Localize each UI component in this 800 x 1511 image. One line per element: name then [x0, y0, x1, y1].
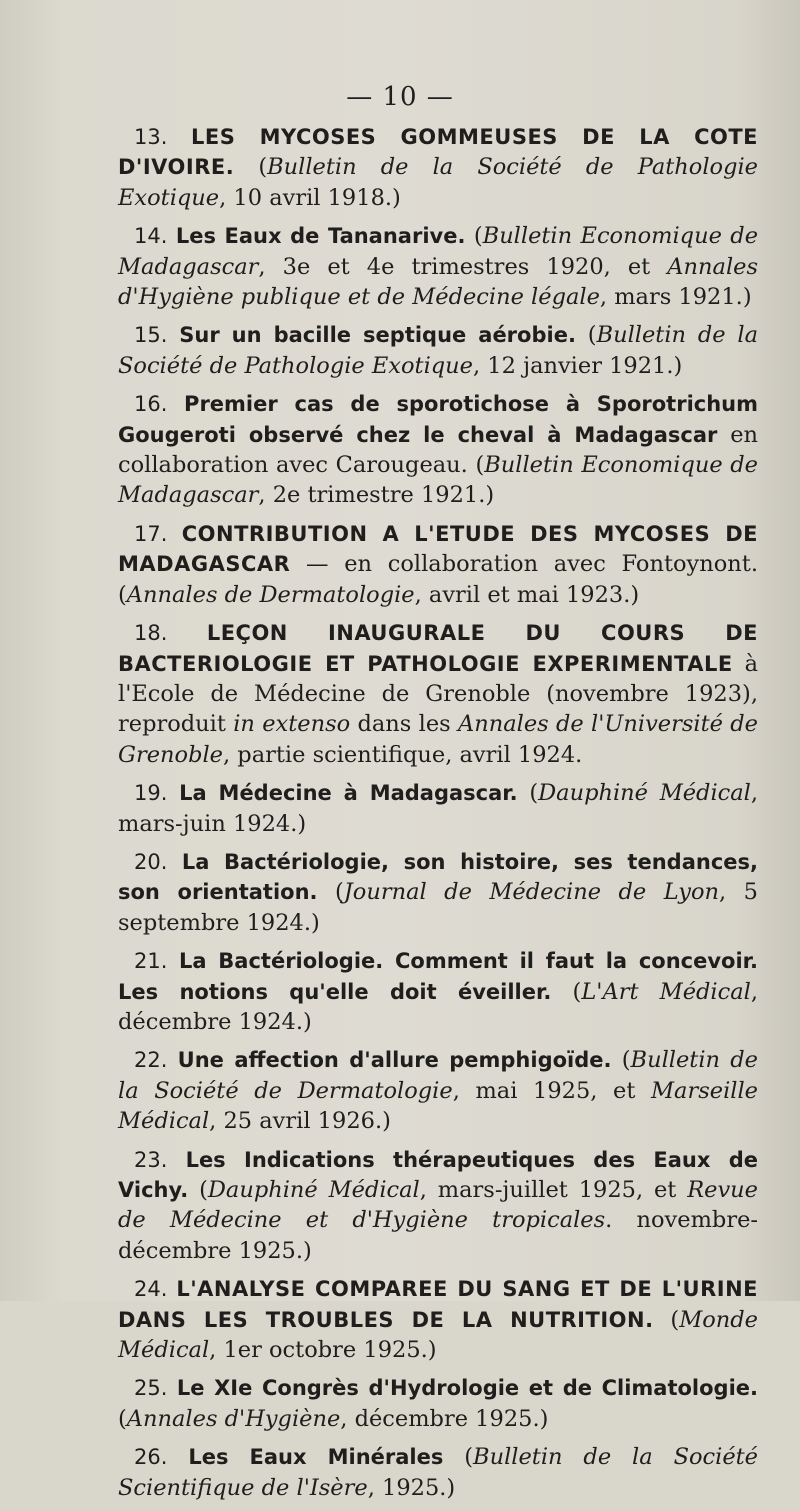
entry-25 — [118, 1373, 758, 1434]
entry-text: , décembre 1925.) — [340, 1405, 549, 1432]
entry-text: — en collaboration avec Fontoynont. ( — [118, 551, 758, 608]
entry-title: LES MYCOSES GOMMEUSES DE LA COTE D'IVOIRE. — [118, 125, 759, 180]
entry-number: 14. — [134, 224, 168, 249]
page-number: — 10 — — [346, 82, 454, 112]
entry-text: ( — [653, 1306, 680, 1333]
entry-text: ( — [611, 1047, 631, 1074]
entry-text: ( — [443, 1444, 474, 1471]
entry-text: dans les — [350, 711, 459, 738]
entry-26 — [118, 1442, 758, 1503]
publication-name: Bulletin de la Société Scientifique de l'Isère — [118, 1444, 758, 1501]
entry-title: La Bactériologie. Comment il faut la concevoir. Les notions qu'elle doit éveiller. — [118, 949, 759, 1004]
entry-title: Les Eaux de Tananarive. — [175, 224, 466, 249]
entry-text: , mars 1921.) — [599, 284, 752, 311]
entry-13 — [118, 122, 758, 213]
publication-name: Revue de Médecine et d'Hygiène tropicales — [118, 1177, 758, 1234]
publication-name: Bulletin Economique de Madagascar — [118, 452, 759, 509]
entry-text: ( — [551, 978, 582, 1005]
entry-title: Une affection d'allure pemphigoïde. — [177, 1048, 612, 1073]
entry-number: 26. — [134, 1445, 168, 1470]
entry-title: La Médecine à Madagascar. — [179, 781, 518, 806]
entry-14 — [118, 221, 758, 312]
entry-22 — [118, 1045, 758, 1136]
publication-name: Annales d'Hygiène — [126, 1405, 341, 1432]
entry-text: en collaboration avec Carougeau. ( — [118, 421, 758, 479]
publication-name: Monde Médical — [118, 1306, 758, 1364]
entry-number: 13. — [134, 125, 168, 149]
publication-name: Dauphiné Médical — [538, 780, 751, 807]
entry-title: Le XIe Congrès d'Hydrologie et de Climatologie. — [176, 1376, 758, 1401]
entry-19 — [118, 778, 758, 839]
entry-17 — [118, 519, 758, 610]
entry-number: 25. — [134, 1376, 168, 1401]
entry-18 — [118, 618, 758, 770]
entry-number: 16. — [134, 392, 168, 417]
entry-text: ( — [234, 154, 268, 181]
publication-name: Bulletin Economique de Madagascar — [118, 223, 759, 280]
entry-text: ( — [465, 223, 483, 250]
entry-title: L'ANALYSE COMPAREE DU SANG ET DE L'URINE DANS LES TROUBLES DE LA NUTRITION. — [118, 1277, 758, 1332]
entry-title: La Bactériologie, son histoire, ses tendances, son orientation. — [118, 849, 758, 905]
entry-text: ( — [188, 1177, 208, 1203]
entry-text: , mars-juillet 1925, et — [419, 1177, 688, 1203]
publication-name: Bulletin de la Société de Dermatologie — [118, 1047, 758, 1104]
entry-text: , 25 avril 1926.) — [209, 1108, 391, 1135]
entry-16 — [118, 389, 758, 511]
publication-name: Dauphiné Médical — [207, 1177, 420, 1203]
publication-name: Annales d'Hygiène publique et de Médecine légale — [118, 253, 758, 311]
entry-text: , 1925.) — [367, 1474, 456, 1501]
entry-number: 19. — [134, 781, 168, 806]
entry-24 — [118, 1274, 758, 1365]
entry-number: 23. — [134, 1147, 168, 1172]
entry-text: , décembre 1924.) — [118, 978, 758, 1035]
entry-title: Les Eaux Minérales — [188, 1445, 444, 1470]
entry-text: . novembre-décembre 1925.) — [118, 1207, 758, 1264]
publication-name: Marseille Médical — [118, 1077, 758, 1135]
entry-text: , 5 septembre 1924.) — [118, 879, 758, 936]
entry-number: 21. — [134, 949, 168, 974]
entry-text: à l'Ecole de Médecine de Grenoble (novembre 1923), reproduit — [118, 650, 758, 738]
entry-title: LEÇON INAUGURALE DU COURS DE BACTERIOLOGIE ET PATHOLOGIE EXPERIMENTALE — [118, 621, 758, 676]
publication-name: Annales de l'Université de Grenoble — [118, 711, 758, 768]
publication-name: Bulletin de la Société de Pathologie Exotique — [118, 154, 759, 211]
entry-text: ( — [317, 879, 344, 906]
publication-name: L'Art Médical — [581, 978, 751, 1005]
entry-text: , 3e et 4e trimestres 1920, et — [258, 253, 668, 280]
entry-text: , 10 avril 1918.) — [219, 184, 401, 211]
entry-number: 22. — [134, 1048, 168, 1073]
entry-23 — [118, 1145, 758, 1267]
entry-text: , mars-juin 1924.) — [118, 780, 759, 837]
entry-text: , mai 1925, et — [452, 1077, 652, 1104]
entry-21 — [118, 946, 758, 1037]
entry-number: 20. — [134, 849, 168, 874]
entry-number: 15. — [134, 323, 168, 348]
entry-text: , avril et mai 1923.) — [414, 581, 640, 608]
entry-title: Sur un bacille septique aérobie. — [179, 323, 576, 348]
entry-text: ( — [118, 1405, 127, 1432]
publication-name: Journal de Médecine de Lyon — [343, 879, 720, 906]
entry-text: , 12 janvier 1921.) — [473, 352, 683, 379]
entry-text: , 2e trimestre 1921.) — [258, 482, 495, 509]
publication-name: Bulletin de la Société de Pathologie Exotique — [118, 322, 759, 379]
entry-title: Premier cas de sporotichose à Sporotrichum Gougeroti observé chez le cheval à Madagascar — [118, 392, 758, 447]
publication-name: Annales de Dermatologie — [126, 581, 415, 608]
entry-text: , partie scientifique, avril 1924. — [223, 741, 583, 768]
entry-number: 17. — [134, 521, 168, 546]
entry-number: 24. — [134, 1277, 168, 1302]
entry-20 — [118, 847, 758, 938]
publication-name: in extenso — [233, 711, 351, 738]
entry-number: 18. — [134, 621, 168, 646]
entry-title: Les Indications thérapeutiques des Eaux de Vichy. — [118, 1147, 758, 1202]
entry-text: ( — [517, 780, 539, 807]
entry-title: CONTRIBUTION A L'ETUDE DES MYCOSES DE MADAGASCAR — [118, 521, 759, 577]
entry-15 — [118, 320, 758, 381]
entry-text: ( — [575, 322, 597, 349]
bibliography-list — [118, 122, 758, 1511]
entry-text: , 1er octobre 1925.) — [209, 1337, 437, 1364]
